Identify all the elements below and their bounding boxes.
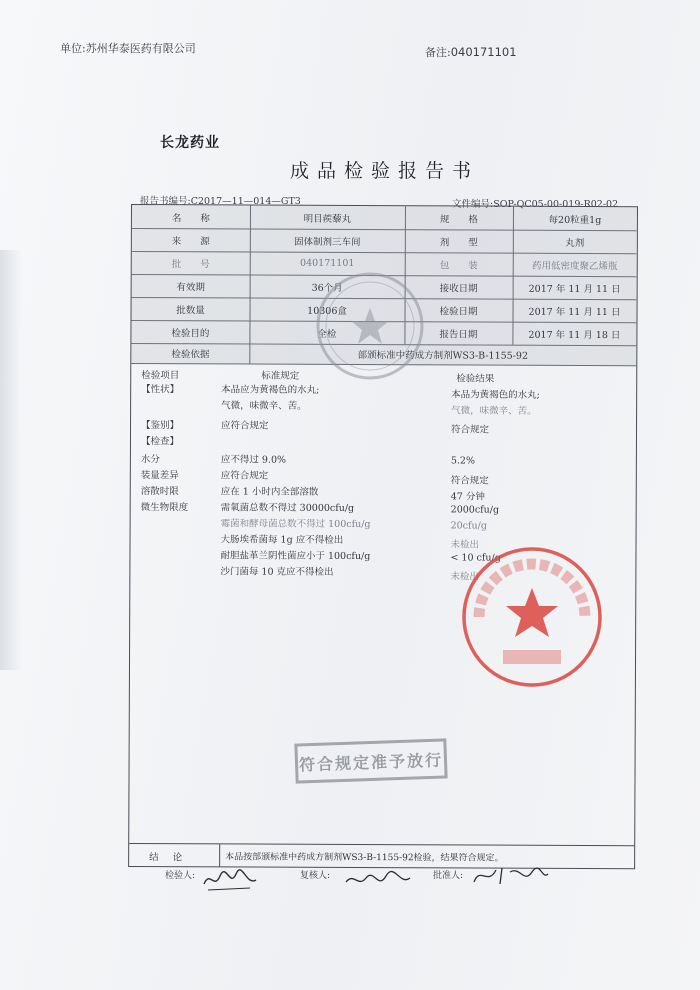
note-value: 040171101 <box>450 45 517 59</box>
check-standard: 霉菌和酵母菌总数不得过 100cfu/g <box>220 518 371 531</box>
reviewer-signature <box>342 866 414 894</box>
check-standard: 需氧菌总数不得过 30000cfu/g <box>220 502 355 514</box>
check-item: 水分 <box>140 454 160 466</box>
grey-inspection-seal <box>312 268 428 384</box>
value-cell: 药用低密度聚乙烯瓶 <box>531 260 618 272</box>
check-item: 装量差异 <box>140 470 179 482</box>
col-standard-header: 标准规定 <box>261 370 300 382</box>
col-item-header: 检验项目 <box>141 370 180 382</box>
identification-standard: 应符合规定 <box>221 420 269 432</box>
value-cell: 明目蒺藜丸 <box>250 206 406 230</box>
label-cell: 接收日期 <box>405 275 514 298</box>
check-item: 微生物限度 <box>140 502 189 514</box>
company-name: 长龙药业 <box>160 135 220 151</box>
appearance-standard-2: 气微，味微辛、苦。 <box>221 400 307 412</box>
value-cell: 丸剂 <box>565 237 585 249</box>
report-number: 报告书编号:C2017—11—014—GT3 <box>140 196 301 207</box>
label-cell: 包 装 <box>405 252 514 275</box>
section-identification: 【鉴别】 <box>141 420 180 432</box>
value-cell: 2017 年 11 月 11 日 <box>528 306 621 318</box>
check-result: 符合规定 <box>450 475 489 487</box>
inspector-signature <box>200 866 260 894</box>
page-title: 成品检验报告书 <box>290 160 480 182</box>
check-standard: 应在 1 小时内全部溶散 <box>220 486 319 498</box>
info-row-name <box>132 205 637 231</box>
scan-edge-shadow <box>0 250 22 670</box>
check-item: 溶散时限 <box>140 486 179 498</box>
header-unit <box>60 40 196 56</box>
value-cell: 36个月 <box>250 275 406 299</box>
red-qc-seal <box>457 542 607 692</box>
label-cell: 批 号 <box>132 251 251 275</box>
check-result: 2000cfu/g <box>450 504 500 516</box>
check-result: 5.2% <box>450 455 476 467</box>
reviewer-label: 复核人: <box>300 871 331 881</box>
value-cell: 每20粒重1g <box>548 214 602 226</box>
check-standard: 耐胆盐革兰阴性菌应小于 100cfu/g <box>220 550 371 563</box>
check-standard: 大肠埃希菌每 1g 应不得检出 <box>220 534 344 546</box>
check-result: 未检出 <box>450 539 480 551</box>
check-standard: 应不得过 9.0% <box>220 454 287 466</box>
value-cell: 10306盒 <box>249 298 405 322</box>
check-result: < 10 cfu/g <box>450 552 501 564</box>
appearance-result-2: 气微，味微辛、苦。 <box>451 405 537 417</box>
check-result: 20cfu/g <box>450 520 487 532</box>
conclusion-text: 本品按部颁标准中药成方制剂WS3-B-1155-92检验，结果符合规定。 <box>225 852 504 864</box>
value-cell: 2017 年 11 月 11 日 <box>528 283 621 295</box>
conclusion-row <box>129 843 634 868</box>
label-cell: 规 格 <box>405 206 514 229</box>
section-appearance: 【性状】 <box>141 384 180 396</box>
label-cell: 来 源 <box>132 228 251 252</box>
basis-value: 部颁标准中药成方制剂WS3-B-1155-92 <box>357 349 529 362</box>
label-cell: 报告日期 <box>404 321 513 344</box>
unit-value: 苏州华泰医药有限公司 <box>85 42 196 55</box>
appearance-standard-1: 本品应为黄褐色的水丸; <box>221 384 320 396</box>
info-row-source <box>132 228 637 254</box>
approver-signature <box>470 862 550 890</box>
label-cell: 名 称 <box>132 205 251 229</box>
label-cell: 有效期 <box>132 274 251 298</box>
value-cell: 2017 年 11 月 18 日 <box>528 329 621 341</box>
conclusion-label: 结论 <box>149 852 197 864</box>
check-result: 未检出 <box>450 571 479 583</box>
check-standard: 沙门菌每 10 克应不得检出 <box>220 566 334 578</box>
value-cell: 全检 <box>249 321 405 345</box>
label-cell: 剂 型 <box>405 229 514 252</box>
section-inspection: 【检查】 <box>140 436 180 448</box>
conclusion-divider <box>219 844 220 866</box>
value-cell: 040171101 <box>250 252 406 276</box>
identification-result: 符合规定 <box>450 424 490 436</box>
label-cell: 批数量 <box>131 297 250 321</box>
label-cell: 检验目的 <box>131 320 250 344</box>
note-label: 备注: <box>425 46 451 59</box>
file-number: 文件编号:SOP-QC05-00-019-R02-02 <box>452 199 619 210</box>
label-cell: 检验日期 <box>404 298 513 321</box>
check-standard: 应符合规定 <box>220 470 269 482</box>
col-result-header: 检验结果 <box>456 373 495 385</box>
value-cell: 固体制剂三车间 <box>250 229 406 253</box>
basis-label: 检验依据 <box>131 343 250 364</box>
release-stamp: 符合规定准予放行 <box>294 738 447 783</box>
inspector-label: 检验人: <box>165 871 196 881</box>
approver-label: 批准人: <box>433 871 464 881</box>
check-result: 47 分钟 <box>450 491 485 503</box>
unit-label: 单位: <box>60 42 86 55</box>
appearance-result-1: 本品为黄褐色的水丸; <box>451 389 540 401</box>
header-note <box>425 44 517 60</box>
